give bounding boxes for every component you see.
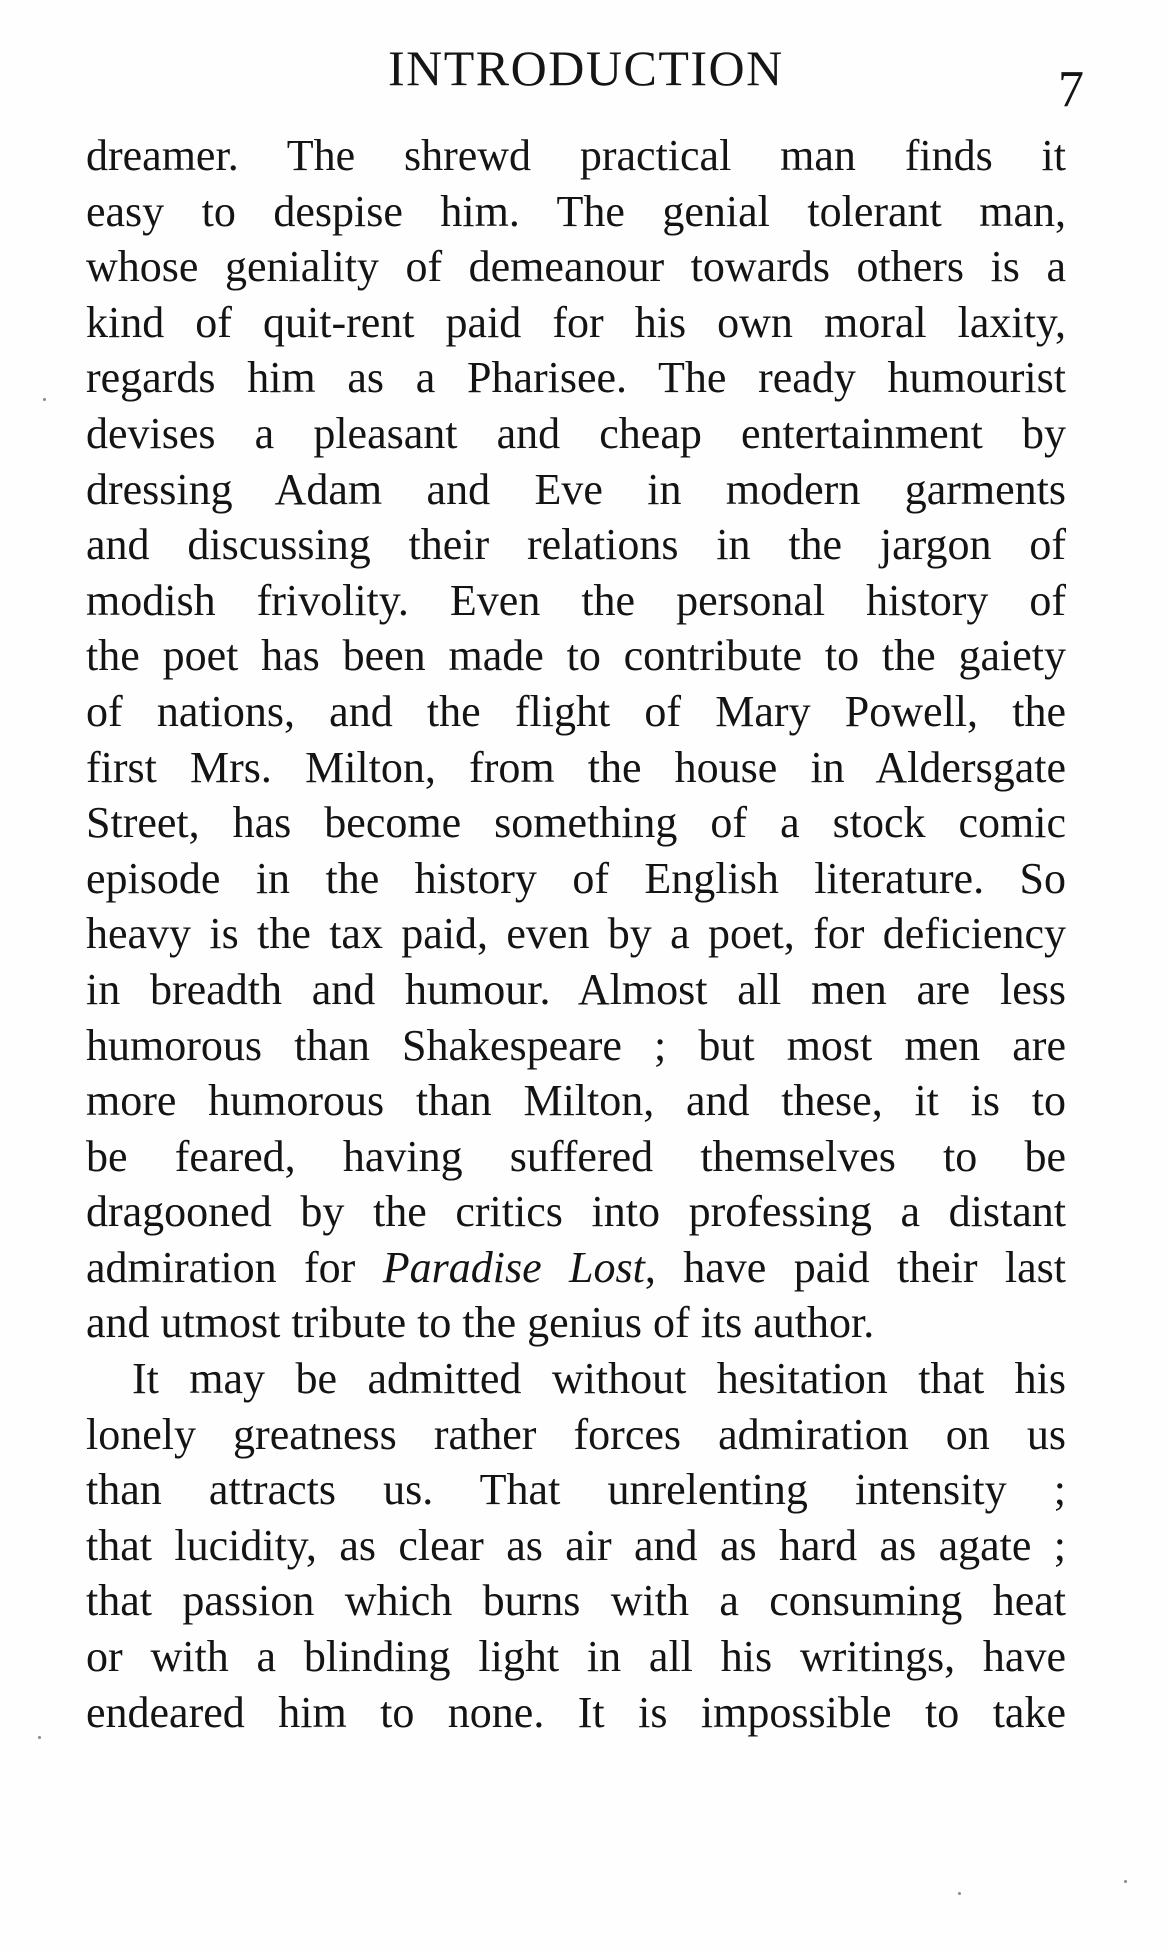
text-line: endeared him to none. It is impossible to take xyxy=(86,1687,1066,1737)
text-line: in breadth and humour. Almost all men are less xyxy=(86,964,1066,1014)
paper-speck xyxy=(38,1736,41,1739)
text-line: first Mrs. Milton, from the house in Aldersgate xyxy=(86,742,1066,792)
text-line: regards him as a Pharisee. The ready humourist xyxy=(86,353,1066,403)
text-line: dreamer. The shrewd practical man finds it xyxy=(86,131,1066,180)
book-title-italic: Paradise Lost xyxy=(382,1242,645,1292)
text-line: episode in the history of English literature. So xyxy=(86,853,1066,903)
text-line: lonely greatness rather forces admiration on us xyxy=(86,1409,1066,1459)
text-line: kind of quit-rent paid for his own moral laxity, xyxy=(86,297,1066,347)
text-line: dressing Adam and Eve in modern garments xyxy=(86,464,1066,514)
text-line-italic-title xyxy=(86,1240,1066,1296)
paragraph-1 xyxy=(86,128,1066,1351)
text-line: or with a blinding light in all his writings, have xyxy=(86,1632,1066,1682)
paper-speck xyxy=(1124,1880,1127,1883)
paper-speck xyxy=(958,1892,961,1895)
running-title: INTRODUCTION xyxy=(388,40,784,96)
body-text xyxy=(86,128,1066,1740)
text-line: than attracts us. That unrelenting intensity ; xyxy=(86,1465,1066,1515)
text-line: dragooned by the critics into professing a distant xyxy=(86,1187,1066,1237)
text-line: the poet has been made to contribute to the gaiety xyxy=(86,631,1066,681)
running-head xyxy=(0,38,1168,118)
text-line: easy to despise him. The genial tolerant man, xyxy=(86,186,1066,236)
text-line: devises a pleasant and cheap entertainment by xyxy=(86,408,1066,458)
text-line: modish frivolity. Even the personal history of xyxy=(86,575,1066,625)
text-line: Street, has become something of a stock comic xyxy=(86,798,1066,848)
paragraph-2 xyxy=(86,1351,1066,1740)
text-line: of nations, and the flight of Mary Powell, the xyxy=(86,686,1066,736)
text-fragment: admiration for xyxy=(86,1242,383,1292)
paper-speck xyxy=(43,398,46,401)
text-line: and utmost tribute to the genius of its author. xyxy=(86,1298,875,1348)
text-fragment: , have paid their last xyxy=(644,1242,1067,1292)
text-line: and discussing their relations in the jargon of xyxy=(86,520,1066,570)
page-number: 7 xyxy=(1058,61,1084,118)
text-line: that passion which burns with a consuming heat xyxy=(86,1576,1066,1626)
text-line: be feared, having suffered themselves to be xyxy=(86,1131,1066,1181)
text-line: whose geniality of demeanour towards others is a xyxy=(86,242,1066,292)
text-line: heavy is the tax paid, even by a poet, for deficiency xyxy=(86,909,1066,959)
text-line: that lucidity, as clear as air and as hard as agate ; xyxy=(86,1520,1066,1570)
text-line: It may be admitted without hesitation that his xyxy=(132,1354,1066,1404)
text-line: more humorous than Milton, and these, it is to xyxy=(86,1076,1066,1126)
text-line: humorous than Shakespeare ; but most men are xyxy=(86,1020,1066,1070)
